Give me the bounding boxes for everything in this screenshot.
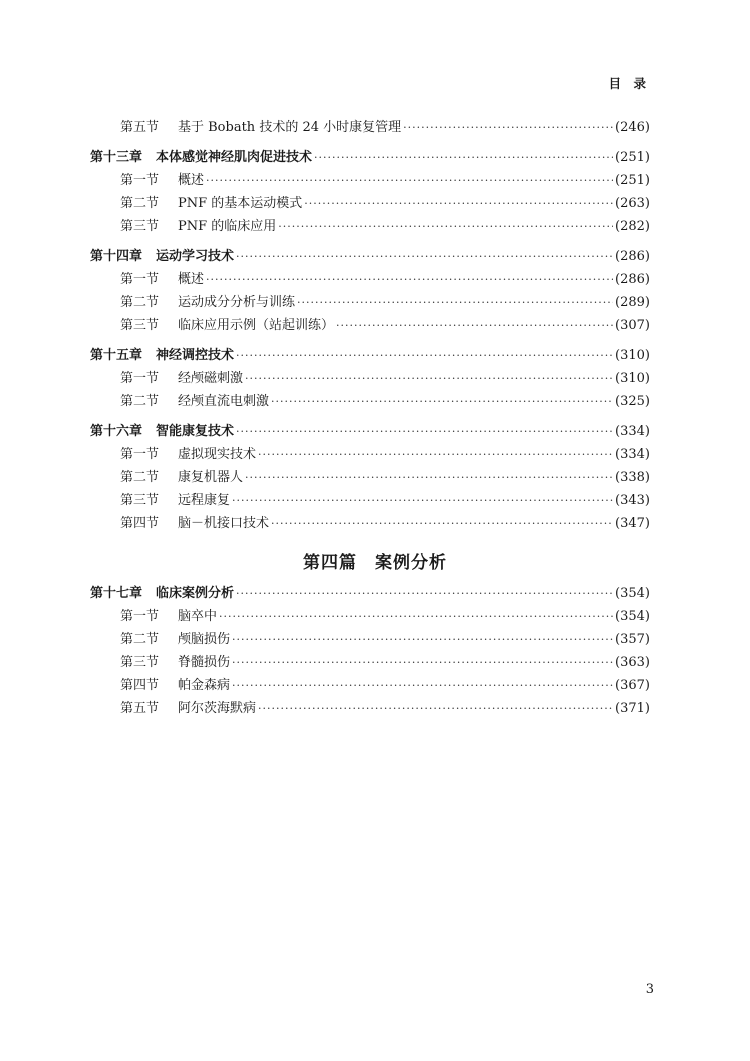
- toc-section-entry: [90, 675, 650, 697]
- page-reference: (343): [615, 493, 650, 508]
- chapter-number: 第十六章: [90, 424, 143, 439]
- dot-leader: [232, 629, 613, 651]
- toc-section-entry: [90, 467, 650, 489]
- section-number: 第二节: [120, 394, 160, 409]
- page-number: 3: [645, 982, 654, 997]
- dot-leader: [236, 421, 613, 443]
- toc-section-entry: [90, 170, 650, 192]
- section-title: 经颅磁刺激: [178, 371, 244, 386]
- section-title: 康复机器人: [178, 470, 244, 485]
- chapter-title: 临床案例分析: [156, 586, 235, 601]
- toc-chapter-entry: [90, 246, 650, 268]
- toc-section-entry: [90, 193, 650, 215]
- toc-section-entry: [90, 444, 650, 466]
- toc-section-entry: [90, 216, 650, 238]
- running-header: 目 录: [608, 76, 650, 91]
- section-title: PNF 的基本运动模式: [178, 196, 303, 211]
- toc-section-entry: [90, 292, 650, 314]
- dot-leader: [297, 292, 613, 314]
- toc-section-entry: [90, 368, 650, 390]
- toc-section-entry: [90, 606, 650, 628]
- dot-leader: [258, 444, 613, 466]
- section-number: 第二节: [120, 295, 160, 310]
- dot-leader: [206, 170, 613, 192]
- section-number: 第二节: [120, 196, 160, 211]
- dot-leader: [271, 391, 613, 413]
- section-number: 第二节: [120, 632, 160, 647]
- section-title: 脑卒中: [178, 609, 218, 624]
- section-title: 概述: [178, 173, 205, 188]
- dot-leader: [245, 368, 613, 390]
- toc-section-entry: [90, 513, 650, 535]
- page-reference: (371): [615, 701, 650, 716]
- dot-leader: [245, 467, 613, 489]
- section-number: 第五节: [120, 701, 160, 716]
- section-number: 第五节: [120, 120, 160, 135]
- page-reference: (338): [615, 470, 650, 485]
- part-title: 第四篇 案例分析: [303, 553, 447, 573]
- page-reference: (354): [615, 586, 650, 601]
- page-reference: (251): [615, 173, 650, 188]
- toc-section-entry: [90, 315, 650, 337]
- section-number: 第四节: [120, 678, 160, 693]
- chapter-number: 第十三章: [90, 150, 143, 165]
- toc-section-entry: [90, 698, 650, 720]
- page-reference: (307): [615, 318, 650, 333]
- page-reference: (367): [615, 678, 650, 693]
- section-number: 第一节: [120, 173, 160, 188]
- section-number: 第一节: [120, 272, 160, 287]
- chapter-title: 本体感觉神经肌肉促进技术: [156, 150, 313, 165]
- section-title: 运动成分分析与训练: [178, 295, 296, 310]
- toc-chapter-entry: [90, 583, 650, 605]
- section-number: 第一节: [120, 609, 160, 624]
- page-reference: (354): [615, 609, 650, 624]
- section-title: 颅脑损伤: [178, 632, 231, 647]
- dot-leader: [336, 315, 613, 337]
- dot-leader: [271, 513, 613, 535]
- dot-leader: [232, 490, 613, 512]
- dot-leader: [236, 246, 613, 268]
- dot-leader: [278, 216, 613, 238]
- page-reference: (334): [615, 447, 650, 462]
- dot-leader: [304, 193, 613, 215]
- page-reference: (310): [615, 348, 650, 363]
- toc-chapter-entry: [90, 345, 650, 367]
- page-reference: (251): [615, 150, 650, 165]
- page-reference: (263): [615, 196, 650, 211]
- toc-section-entry: [90, 391, 650, 413]
- page-reference: (310): [615, 371, 650, 386]
- section-title: 阿尔茨海默病: [178, 701, 257, 716]
- page-reference: (286): [615, 272, 650, 287]
- toc-section-entry: [90, 490, 650, 512]
- page-reference: (289): [615, 295, 650, 310]
- page-reference: (363): [615, 655, 650, 670]
- chapter-number: 第十五章: [90, 348, 143, 363]
- chapter-title: 智能康复技术: [156, 424, 235, 439]
- page-reference: (357): [615, 632, 650, 647]
- toc-section-entry: [90, 629, 650, 651]
- section-number: 第三节: [120, 655, 160, 670]
- page-reference: (286): [615, 249, 650, 264]
- section-title: 基于 Bobath 技术的 24 小时康复管理: [178, 120, 402, 135]
- chapter-title: 运动学习技术: [156, 249, 235, 264]
- section-title: PNF 的临床应用: [178, 219, 277, 234]
- section-title: 经颅直流电刺激: [178, 394, 270, 409]
- section-number: 第三节: [120, 493, 160, 508]
- dot-leader: [258, 698, 613, 720]
- toc-section-entry: [90, 652, 650, 674]
- toc-chapter-entry: [90, 421, 650, 443]
- page-reference: (246): [615, 120, 650, 135]
- section-title: 帕金森病: [178, 678, 231, 693]
- page-reference: (334): [615, 424, 650, 439]
- section-title: 概述: [178, 272, 205, 287]
- page-reference: (282): [615, 219, 650, 234]
- dot-leader: [314, 147, 613, 169]
- dot-leader: [236, 583, 613, 605]
- dot-leader: [403, 117, 613, 139]
- section-number: 第二节: [120, 470, 160, 485]
- section-title: 虚拟现实技术: [178, 447, 257, 462]
- toc-section-entry: [90, 269, 650, 291]
- chapter-title: 神经调控技术: [156, 348, 235, 363]
- toc-section-entry: [90, 117, 650, 139]
- chapter-number: 第十七章: [90, 586, 143, 601]
- toc-chapter-entry: [90, 147, 650, 169]
- chapter-number: 第十四章: [90, 249, 143, 264]
- dot-leader: [236, 345, 613, 367]
- section-number: 第一节: [120, 371, 160, 386]
- page-reference: (347): [615, 516, 650, 531]
- section-title: 脊髓损伤: [178, 655, 231, 670]
- dot-leader: [232, 675, 613, 697]
- section-number: 第三节: [120, 318, 160, 333]
- section-number: 第四节: [120, 516, 160, 531]
- dot-leader: [232, 652, 613, 674]
- section-title: 远程康复: [178, 493, 231, 508]
- section-title: 临床应用示例（站起训练）: [178, 318, 335, 333]
- section-number: 第一节: [120, 447, 160, 462]
- section-number: 第三节: [120, 219, 160, 234]
- dot-leader: [206, 269, 613, 291]
- page-reference: (325): [615, 394, 650, 409]
- section-title: 脑－机接口技术: [178, 516, 270, 531]
- dot-leader: [219, 606, 613, 628]
